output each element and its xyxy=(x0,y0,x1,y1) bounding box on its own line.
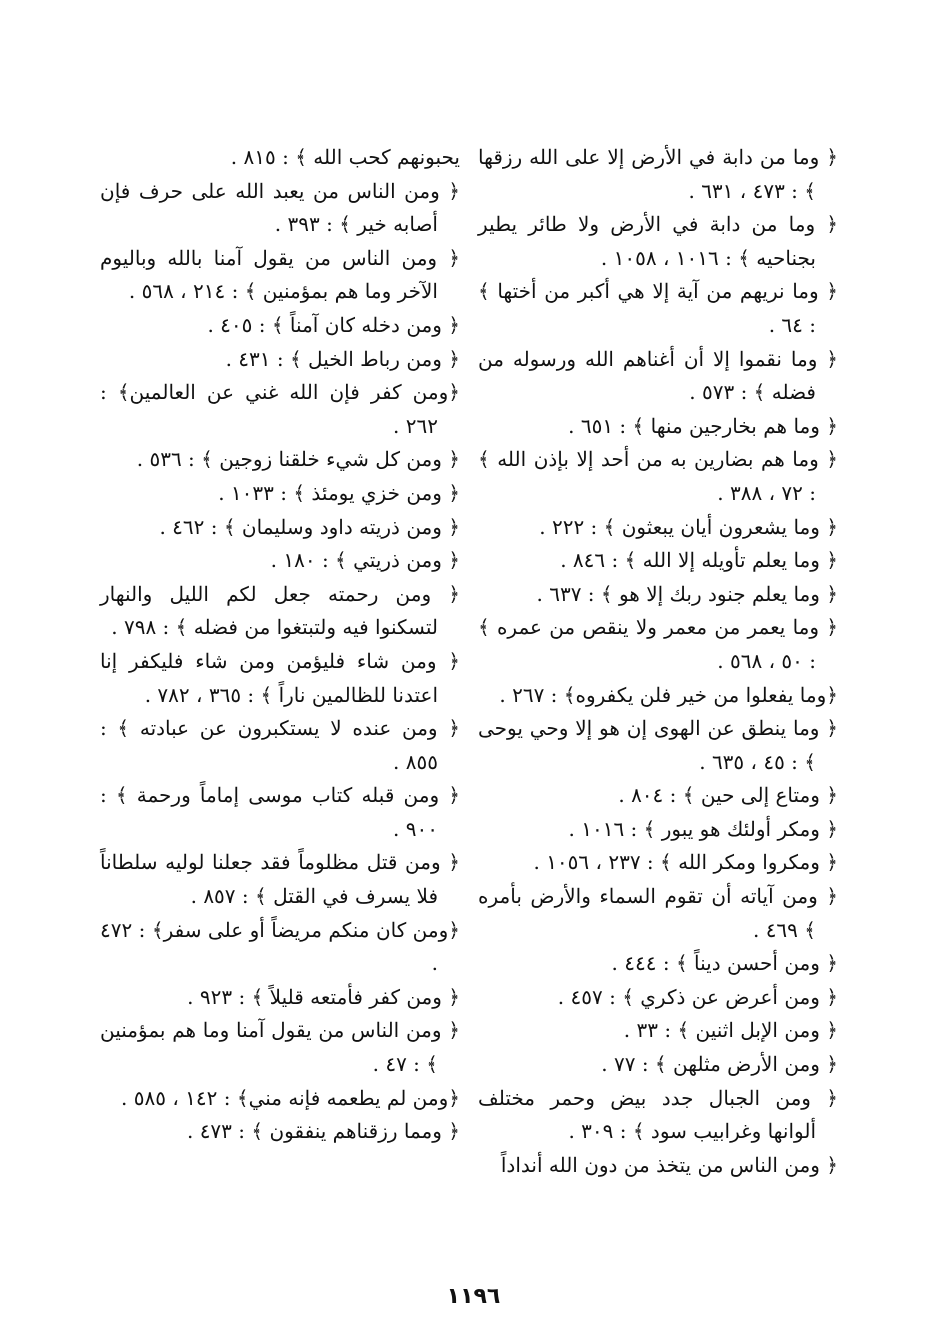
index-entry: ﴿ وما هم بخارجين منها ﴾ : ٦٥١ . xyxy=(568,413,838,438)
index-entry: ﴿ ومن أعرض عن ذكري ﴾ : ٤٥٧ . xyxy=(557,984,838,1009)
index-entry: ﴿ وما يعلم جنود ربك إلا هو ﴾ : ٦٣٧ . xyxy=(536,581,838,606)
right-column xyxy=(478,141,838,1182)
index-entry: ﴿ ومن قتل مظلوماً فقد جعلنا لوليه سلطاناً فلا يسرف في القتل ﴾ : ٨٥٧ . xyxy=(100,850,460,909)
index-entry: ﴿ ومن عنده لا يستكبرون عن عبادته ﴾ : ٨٥٥ . xyxy=(100,716,460,774)
index-entry: ﴿ وما ينطق عن الهوى إن هو إلا وحي يوحى ﴾ : ٤٥ ، ٦٣٥ . xyxy=(478,716,838,774)
index-entry: ﴿ ومن الإبل اثنين ﴾ : ٣٣ . xyxy=(623,1018,838,1043)
index-entry: ﴿ وما نقموا إلا أن أغناهم الله ورسوله من فضله ﴾ : ٥٧٣ . xyxy=(478,346,838,405)
index-entry: ﴿ ومن دخله كان آمناً ﴾ : ٤٠٥ . xyxy=(207,312,460,337)
index-entry: ﴿ ومن كفر فأمتعه قليلاً ﴾ : ٩٢٣ . xyxy=(187,984,460,1009)
index-entry: ﴿ ومتاع إلى حين ﴾ : ٨٠٤ . xyxy=(618,783,838,808)
index-entry: ﴿ ومن الناس من يقول آمنا بالله وباليوم الآخر وما هم بمؤمنين ﴾ : ٢١٤ ، ٥٦٨ . xyxy=(100,245,460,304)
index-entry: ﴿ ومن أحسن ديناً ﴾ : ٤٤٤ . xyxy=(611,951,838,976)
index-entry: ﴿ ومن شاء فليؤمن ومن شاء فليكفر إنا اعتدنا للظالمين ناراً ﴾ : ٣٦٥ ، ٧٨٢ . xyxy=(100,648,460,707)
index-entry: ﴿ ومن الناس من يعبد الله على حرف فإن أصابه خير ﴾ : ٣٩٣ . xyxy=(100,178,460,237)
index-entry: ﴿وما يفعلوا من خير فلن يكفروه﴾ : ٢٦٧ . xyxy=(499,682,838,707)
index-entry: ﴿ وما نريهم من آية إلا هي أكبر من أختها ﴾ : ٦٤ . xyxy=(478,279,838,337)
index-entry: ﴿ وما يشعرون أيان يبعثون ﴾ : ٢٢٢ . xyxy=(539,514,838,539)
index-entry: ﴿ ومن رحمته جعل لكم الليل والنهار لتسكنوا فيه ولتبتغوا من فضله ﴾ : ٧٩٨ . xyxy=(100,581,460,640)
index-entry: ﴿ومن لم يطعمه فإنه مني﴾ : ١٤٢ ، ٥٨٥ . xyxy=(121,1085,460,1110)
index-entry: ﴿ ومن آياته أن تقوم السماء والأرض بأمره ﴾ ٤٦٩ . xyxy=(478,884,838,942)
index-entry: ﴿ ومن الناس من يتخذ من دون الله أنداداً xyxy=(500,1152,838,1177)
index-entry: ﴿ ومن ذريتي ﴾ : ١٨٠ . xyxy=(270,548,460,573)
index-entry: ﴿ ومما رزقناهم ينفقون ﴾ : ٤٧٣ . xyxy=(186,1119,460,1144)
index-entry: ﴿ومن كان منكم مريضاً أو على سفر﴾ : ٤٧٢ . xyxy=(100,917,460,976)
page-number: ١١٩٦ xyxy=(446,1284,501,1309)
index-entry: ﴿ ومن رباط الخيل ﴾ : ٤٣١ . xyxy=(225,346,460,371)
index-entry: ﴿ ومكر أولئك هو يبور ﴾ : ١٠١٦ . xyxy=(568,816,838,841)
index-entry: يحبونهم كحب الله ﴾ : ٨١٥ . xyxy=(230,145,460,169)
index-entry: ﴿ ومكروا ومكر الله ﴾ : ٢٣٧ ، ١٠٥٦ . xyxy=(533,850,838,875)
index-entry: ﴿ ومن الأرض مثلهن ﴾ : ٧٧ . xyxy=(601,1052,838,1077)
index-entry: ﴿ ومن قبله كتاب موسى إماماً ورحمة ﴾ : ٩٠٠ . xyxy=(100,783,460,841)
index-entry: ﴿ وما من دابة في الأرض إلا على الله رزقها ﴾ : ٤٧٣ ، ٦٣١ . xyxy=(478,145,838,203)
index-entry: ﴿ ومن الناس من يقول آمنا وما هم بمؤمنين ﴾ : ٤٧ . xyxy=(100,1018,460,1077)
index-entry: ﴿ وما يعمر من معمر ولا ينقص من عمره ﴾ : ٥٠ ، ٥٦٨ . xyxy=(478,615,838,673)
index-entry: ﴿ وما من دابة في الأرض ولا طائر يطير بجناحيه ﴾ : ١٠١٦ ، ١٠٥٨ . xyxy=(478,212,838,270)
index-entry: ﴿ ومن ذريته داود وسليمان ﴾ : ٤٦٢ . xyxy=(159,514,460,539)
index-entry: ﴿ومن كفر فإن الله غني عن العالمين﴾ : ٢٦٢ . xyxy=(100,380,460,438)
left-column xyxy=(100,141,460,1149)
index-entry: ﴿ وما هم بضارين به من أحد إلا بإذن الله ﴾ : ٧٢ ، ٣٨٨ . xyxy=(478,447,838,505)
index-entry: ﴿ ومن كل شيء خلقنا زوجين ﴾ : ٥٣٦ . xyxy=(136,447,460,472)
index-entry: ﴿ وما يعلم تأويله إلا الله ﴾ : ٨٤٦ . xyxy=(560,548,838,573)
index-entry: ﴿ ومن الجبال جدد بيض وحمر مختلف ألوانها وغرابيب سود ﴾ : ٣٠٩ . xyxy=(478,1085,838,1144)
index-entry: ﴿ ومن خزي يومئذ ﴾ : ١٠٣٣ . xyxy=(218,480,460,505)
